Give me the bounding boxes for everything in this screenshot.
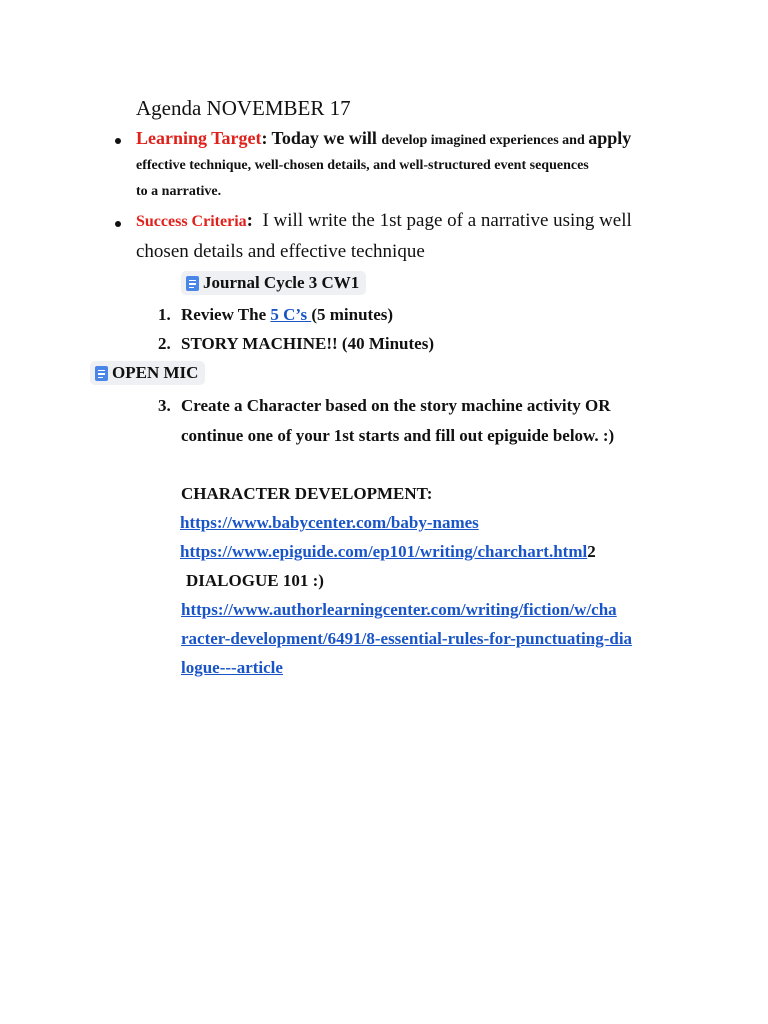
dialogue-link-line3[interactable]: logue---article xyxy=(181,658,283,677)
learning-target-part3: apply xyxy=(588,128,632,148)
open-mic-chip-label: OPEN MIC xyxy=(112,363,199,382)
five-cs-link[interactable]: 5 C’s xyxy=(270,305,312,324)
list-num-3: 3. xyxy=(158,396,171,415)
learning-target-part1: Today we will xyxy=(271,128,382,148)
learning-target-line2: effective technique, well-chosen details, and well-structured event sequences xyxy=(136,158,589,173)
list-num-1: 1. xyxy=(158,305,171,324)
list-item-1-suffix: (5 minutes) xyxy=(311,305,394,324)
success-criteria-line1 xyxy=(136,210,632,232)
journal-doc-chip[interactable] xyxy=(181,271,366,295)
list-item-2: STORY MACHINE!! (40 Minutes) xyxy=(181,334,434,353)
list-item-1-prefix: Review The xyxy=(181,305,271,324)
dialogue-heading: DIALOGUE 101 :) xyxy=(186,571,324,590)
character-development-heading: CHARACTER DEVELOPMENT: xyxy=(181,484,433,503)
success-criteria-line2: chosen details and effective technique xyxy=(136,241,425,262)
agenda-title: Agenda NOVEMBER 17 xyxy=(136,96,351,120)
success-criteria-colon: : xyxy=(246,210,253,231)
learning-target-line1 xyxy=(136,128,631,149)
learning-target-line3: to a narrative. xyxy=(136,184,222,199)
list-item-3-line2: continue one of your 1st starts and fill out epiguide below. :) xyxy=(181,426,615,445)
learning-target-colon: : xyxy=(261,128,268,148)
doc-icon xyxy=(186,276,199,291)
list-num-2: 2. xyxy=(158,334,171,353)
epiguide-link[interactable]: https://www.epiguide.com/ep101/writing/charchart.html xyxy=(180,542,588,561)
list-item-3-line1: Create a Character based on the story machine activity OR xyxy=(181,396,611,415)
list-item-1 xyxy=(181,305,393,325)
doc-icon xyxy=(95,366,108,381)
open-mic-doc-chip[interactable] xyxy=(90,361,205,385)
success-criteria-label: Success Criteria xyxy=(136,213,247,230)
epiguide-line xyxy=(180,542,596,562)
success-criteria-text1: I will write the 1st page of a narrative using well xyxy=(262,210,632,231)
epiguide-suffix: 2 xyxy=(587,542,596,561)
learning-target-label: Learning Target xyxy=(136,128,262,148)
learning-target-part2: develop imagined experiences and xyxy=(381,133,589,148)
dialogue-link-line1[interactable]: https://www.authorlearningcenter.com/writing/fiction/w/cha xyxy=(181,600,617,619)
bullet-dot xyxy=(115,221,121,227)
bullet-dot xyxy=(115,138,121,144)
babycenter-link[interactable]: https://www.babycenter.com/baby-names xyxy=(180,513,479,532)
dialogue-link-line2[interactable]: racter-development/6491/8-essential-rules-for-punctuating-dia xyxy=(181,629,633,648)
journal-chip-label: Journal Cycle 3 CW1 xyxy=(203,273,360,292)
